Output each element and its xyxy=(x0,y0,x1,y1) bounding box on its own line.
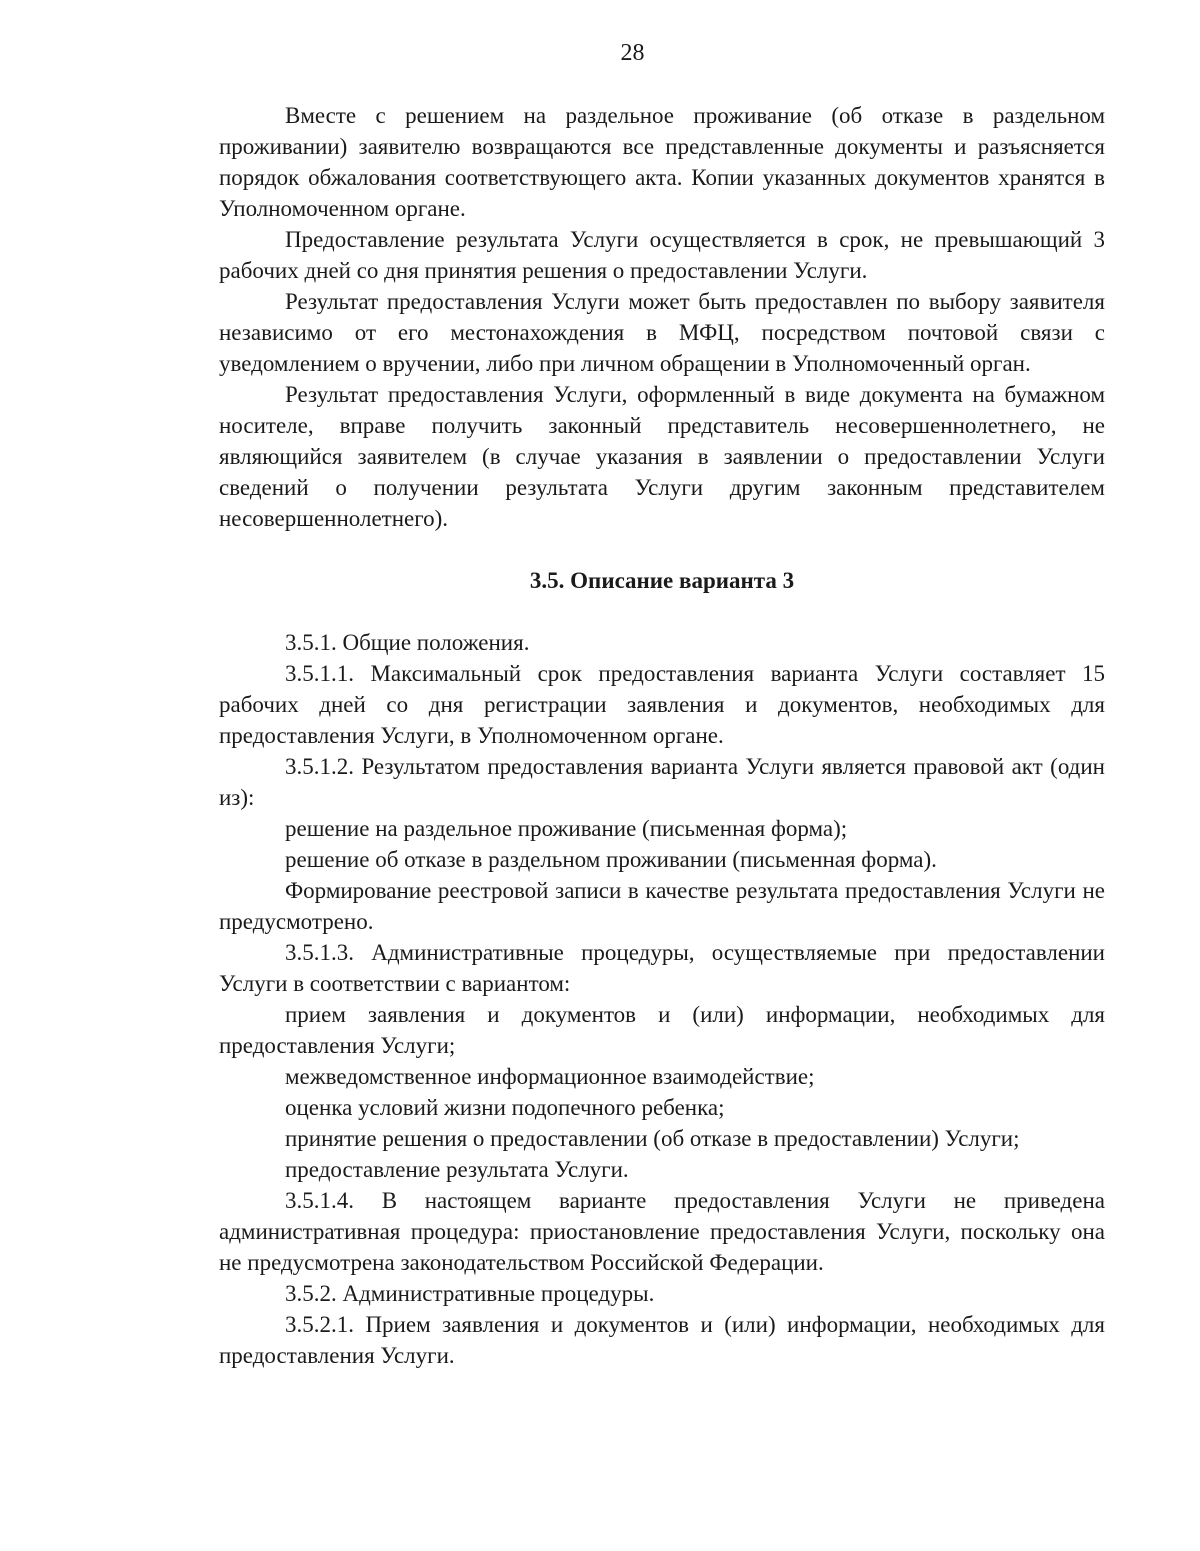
paragraph-legal-representative: Результат предоставления Услуги, оформленный в виде документа на бумажном носителе, вправе получить законный представитель несовершеннолетнего, не являющийся заявителем (в случае указания в заявлении о предоставлении Услуги сведений о получении результата Услуги другим законным представителем несовершеннолетнего). xyxy=(219,382,1105,531)
list-item-procedure-assessment: оценка условий жизни подопечного ребенка; xyxy=(285,1095,725,1120)
list-item-decision-refusal: решение об отказе в раздельном проживании (письменная форма). xyxy=(285,847,937,872)
paragraph-3-5-1-1: 3.5.1.1. Максимальный срок предоставления варианта Услуги составляет 15 рабочих дней со дня регистрации заявления и документов, необходимых для предоставления Услуги, в Уполномоченном органе. xyxy=(219,661,1105,748)
page-number: 28 xyxy=(620,40,645,66)
paragraph-3-5-2-1: 3.5.2.1. Прием заявления и документов и (или) информации, необходимых для предоставления Услуги. xyxy=(219,1312,1105,1368)
paragraph-result-delivery: Результат предоставления Услуги может быть предоставлен по выбору заявителя независимо от его местонахождения в МФЦ, посредством почтовой связи с уведомлением о вручении, либо при личном обращении в Уполномоченный орган. xyxy=(219,289,1105,376)
paragraph-3-5-1-2: 3.5.1.2. Результатом предоставления варианта Услуги является правовой акт (один из): xyxy=(219,754,1105,810)
list-item-procedure-decision: принятие решения о предоставлении (об отказе в предоставлении) Услуги; xyxy=(285,1126,1020,1151)
list-item-decision-separate: решение на раздельное проживание (письменная форма); xyxy=(285,816,848,841)
list-item-procedure-result: предоставление результата Услуги. xyxy=(285,1157,629,1182)
paragraph-result-deadline: Предоставление результата Услуги осуществляется в срок, не превышающий 3 рабочих дней со дня принятия решения о предоставлении Услуги. xyxy=(219,227,1105,283)
paragraph-3-5-1: 3.5.1. Общие положения. xyxy=(285,630,530,655)
paragraph-documents-returned: Вместе с решением на раздельное проживание (об отказе в раздельном проживании) заявителю возвращаются все представленные документы и разъясняется порядок обжалования соответствующего акта. Копии указанных документов хранятся в Уполномоченном органе. xyxy=(219,103,1105,221)
paragraph-3-5-2: 3.5.2. Административные процедуры. xyxy=(285,1281,655,1306)
section-heading: 3.5. Описание варианта 3 xyxy=(529,568,795,593)
list-item-procedure-interagency: межведомственное информационное взаимодействие; xyxy=(285,1064,815,1089)
document-body xyxy=(219,100,1105,1371)
list-item-procedure-reception: прием заявления и документов и (или) информации, необходимых для предоставления Услуги; xyxy=(219,1002,1105,1058)
paragraph-3-5-1-4: 3.5.1.4. В настоящем варианте предоставления Услуги не приведена административная процедура: приостановление предоставления Услуги, поскольку она не предусмотрена законодательством Российской Федерации. xyxy=(219,1188,1105,1275)
paragraph-registry-record: Формирование реестровой записи в качестве результата предоставления Услуги не предусмотрено. xyxy=(219,878,1105,934)
paragraph-3-5-1-3: 3.5.1.3. Административные процедуры, осуществляемые при предоставлении Услуги в соответствии с вариантом: xyxy=(219,940,1105,996)
